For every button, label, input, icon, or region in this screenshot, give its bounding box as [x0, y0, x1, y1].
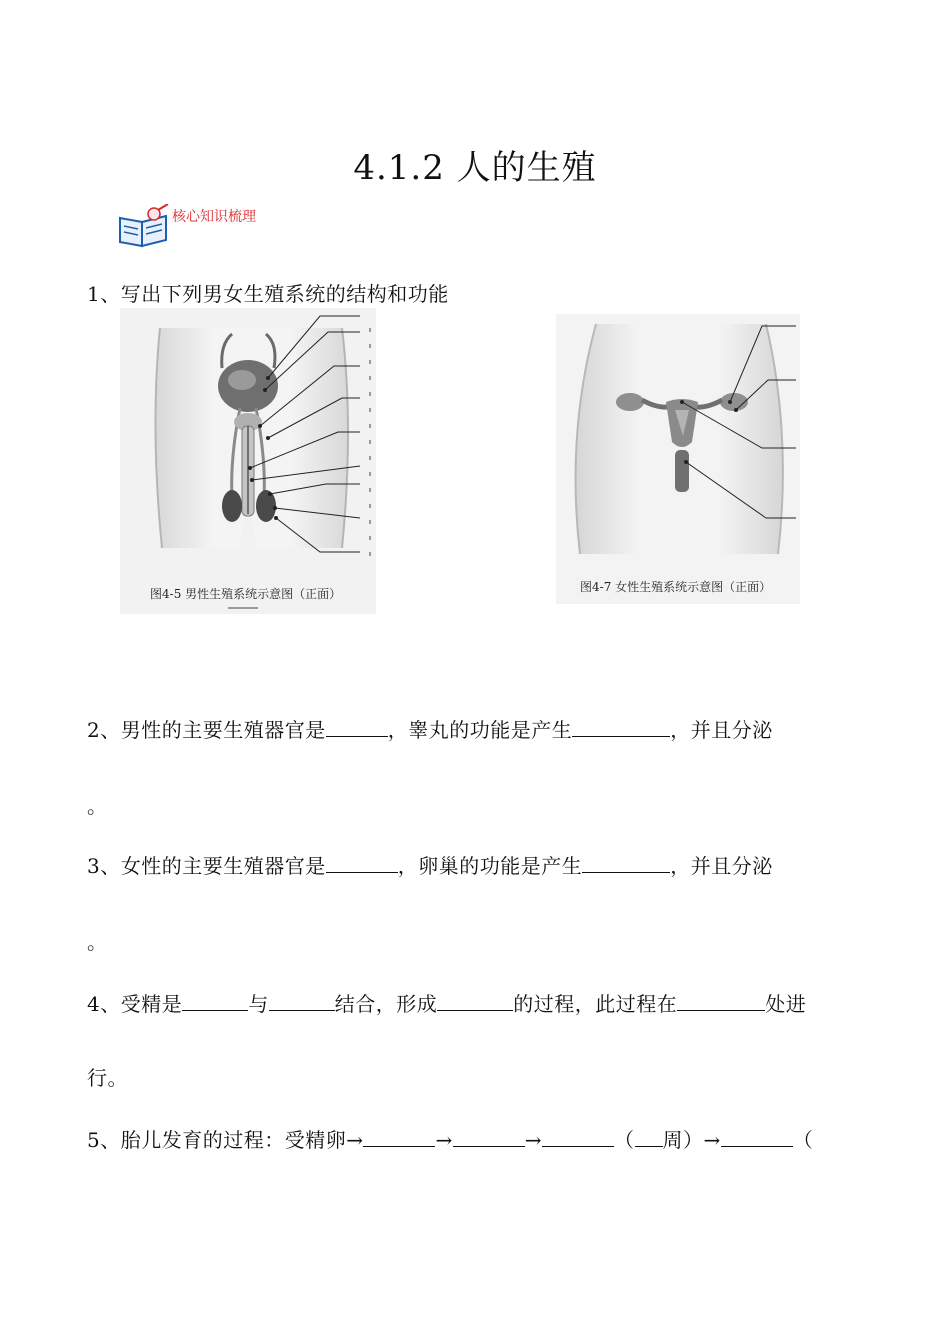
question-2 — [87, 714, 773, 743]
q3-blank-organ[interactable] — [326, 854, 398, 873]
male-figure-caption: 图4-5 男性生殖系统示意图（正面） — [150, 587, 342, 601]
q3-text-3: ，并且分泌 — [670, 854, 773, 878]
q4-text-3: 结合，形成 — [334, 992, 438, 1016]
q5-blank-3[interactable] — [542, 1128, 614, 1147]
q5-arrow-1: → — [435, 1128, 453, 1152]
section-badge — [116, 204, 416, 254]
q3-text-1: 3、女性的主要生殖器官是 — [87, 854, 326, 878]
q4-blank-1[interactable] — [182, 992, 248, 1011]
q4-blank-2[interactable] — [269, 992, 335, 1011]
q3-blank-product[interactable] — [582, 854, 670, 873]
q4-text-1: 4、受精是 — [87, 992, 183, 1016]
page-title: 4.1.2 人的生殖 — [353, 148, 597, 188]
question-4 — [87, 988, 806, 1017]
q5-week-text: 周）→ — [662, 1128, 721, 1152]
male-reproductive-diagram — [120, 308, 376, 614]
q5-blank-1[interactable] — [363, 1128, 435, 1147]
q5-paren-tail: （ — [792, 1128, 814, 1152]
q2-blank-product[interactable] — [572, 718, 670, 737]
q2-text-3: ，并且分泌 — [670, 718, 773, 742]
question-1: 1、写出下列男女生殖系统的结构和功能 — [87, 282, 449, 306]
q5-blank-week[interactable] — [635, 1128, 663, 1147]
female-reproductive-diagram — [556, 314, 800, 604]
question-3 — [87, 850, 773, 879]
q4-text-2: 与 — [248, 992, 269, 1016]
question-3-line-2: 。 — [87, 930, 108, 954]
q5-text-1: 5、胎儿发育的过程：受精卵→ — [87, 1128, 364, 1152]
question-4-line-2: 行。 — [87, 1066, 128, 1090]
q4-text-5: 处进 — [765, 992, 807, 1016]
q3-text-2: ，卵巢的功能是产生 — [397, 854, 583, 878]
q5-paren-open: （ — [614, 1128, 635, 1152]
q2-text-1: 2、男性的主要生殖器官是 — [87, 718, 326, 742]
female-figure-caption: 图4-7 女性生殖系统示意图（正面） — [580, 580, 772, 594]
book-icon — [116, 204, 172, 250]
q4-blank-3[interactable] — [437, 992, 513, 1011]
badge-label: 核心知识梳理 — [172, 209, 256, 225]
question-5 — [87, 1124, 813, 1153]
q4-text-4: 的过程，此过程在 — [513, 992, 678, 1016]
q2-text-2: ，睾丸的功能是产生 — [387, 718, 573, 742]
question-2-line-2: 。 — [87, 794, 108, 818]
q5-arrow-2: → — [524, 1128, 543, 1152]
q2-blank-organ[interactable] — [326, 718, 388, 737]
q4-blank-4[interactable] — [677, 992, 765, 1011]
q5-blank-2[interactable] — [453, 1128, 525, 1147]
q5-blank-4[interactable] — [721, 1128, 793, 1147]
